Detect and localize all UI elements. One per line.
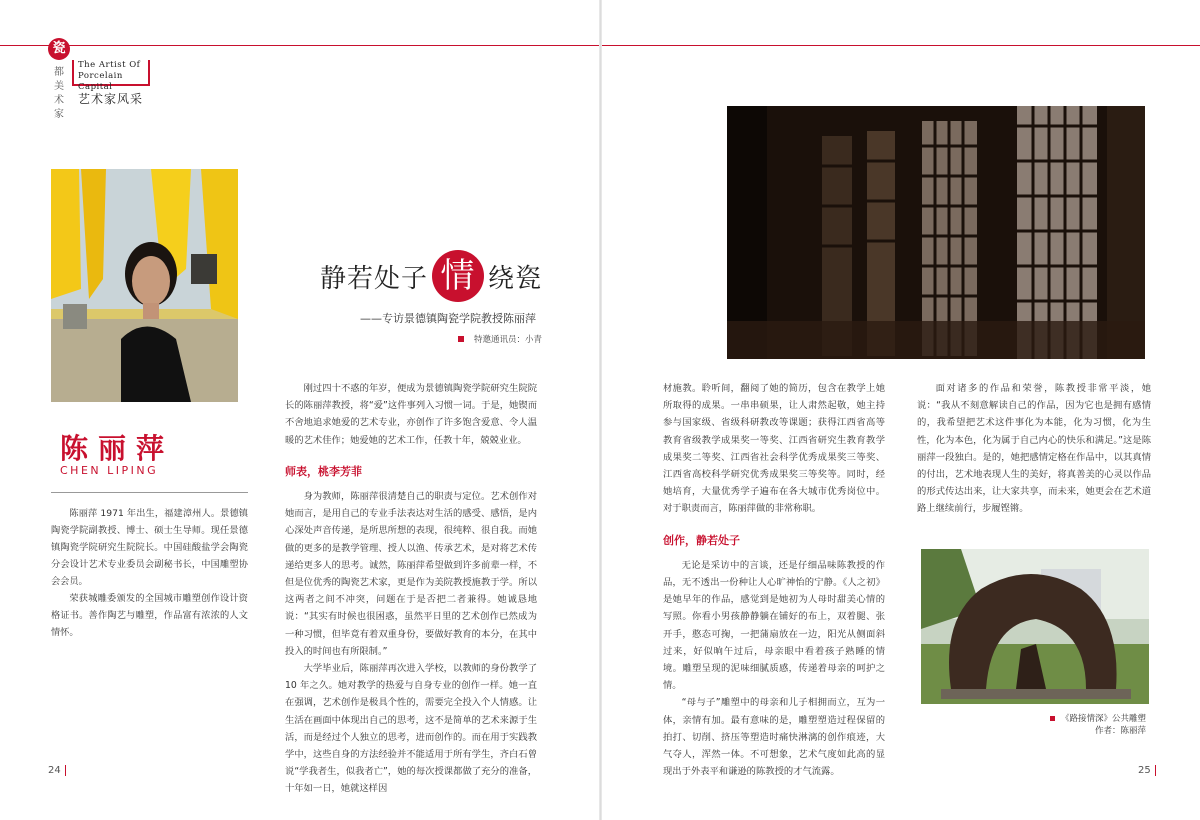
article-title (320, 250, 542, 302)
logo-char-4: 家 (54, 109, 64, 120)
page-fold (599, 0, 602, 820)
paragraph: “母与子”雕塑中的母亲和儿子相拥而立，互为一体，亲情有加。最有意味的是，雕塑塑造过程保留的拍打、切削、挤压等塑造时痛快淋漓的创作痕迹，大气夺人，浑然一体。不可想象，艺术气度如此高的显现出于外表平和谦逊的陈教授的才气流露。 (663, 697, 885, 778)
photo-caption (1050, 713, 1146, 737)
text-column-2 (663, 380, 885, 780)
bio-paragraph: 荣获城雕委颁发的全国城市雕塑创作设计资格证书。善作陶艺与雕塑，作品富有浓浓的人文情怀。 (51, 593, 248, 638)
paragraph: 材施教。聆听间，翻阅了她的简历，包含在教学上她所取得的成果。一串串硕果，让人肃然起敬，她主持参与国家级、省级科研教改等课题；获得江西省高等教育省级教学成果奖一等奖、江西省研究生教育教学成果奖二等奖、江西省社会科学优秀成果奖三等奖、江西省高校科学研究优秀成果奖三等奖等。同时，经她培育，大量优秀学子遍布在各大城市优秀岗位中。对于职责而言，陈丽萍做的非常称职。 (663, 383, 885, 515)
red-square-marker (458, 336, 464, 342)
wooden-lattice-doors-photo (727, 106, 1145, 359)
name-divider (51, 492, 248, 493)
title-highlight-char: 情 (432, 250, 484, 302)
page-number-left: 24 (48, 765, 66, 776)
logo-porcelain-seal: 瓷 (48, 38, 70, 60)
text-column-1 (285, 380, 537, 798)
sculpture-photo (921, 549, 1149, 704)
reporter-credit (458, 333, 542, 345)
paragraph: 面对诸多的作品和荣誉，陈教授非常平淡，她说：“我从不刻意解读自己的作品，因为它也是拥有感情的，我希望把艺术这件事化为本能，化为习惯，化为生性，化为本色，化为属于自己内心的快乐和满足。”这是陈丽萍一段独白。是的，她把感情定格在作品中，以其真情的付出，艺术地表现人生的美好，将真善美的心灵以作品的形式传达出来，让大家共享，而未来，她更会在艺术道路上继续前行，步履铿锵。 (917, 383, 1151, 515)
paragraph: 身为教师，陈丽萍很清楚自己的职责与定位。艺术创作对她而言，是用自己的专业手法表达对生活的感受、感悟，是内心深处声音传递，是所思所想的表现，很纯粹、很自我。而她做的更多的是教学管理、授人以渔、传承艺术，是对将艺术传递给更多人的思考。诚然，陈丽萍希望做到许多前辈一样，不但是位优秀的陶瓷艺术家，更是作为美院教授施教于学。所以这两者之间不冲突，问题在于是否把二者兼得。她诚恳地说：“其实有时候也很困惑，虽然平日里的艺术创作已然成为一种习惯，但毕竟有着双重身份，要做好教育的本分，在其中投入的时间也有所限制。” (285, 491, 537, 657)
reporter-text: 特邀通讯员：小青 (474, 335, 543, 345)
logo-vertical-text (52, 66, 66, 122)
title-part-2: 绕瓷 (488, 263, 543, 294)
caption-title: 《路接情深》公共雕塑 (1060, 714, 1146, 724)
paragraph: 大学毕业后，陈丽萍再次进入学校，以教师的身份教学了 10 年之久。她对教学的热爱与自身专业的创作一样。她一直在强调，艺术创作是极具个性的，需要完全投入个人情感。让生活在画面中体现出自己的思考，这不是简单的艺术来源于生活，而是经过个人独立的思考，进而创作的。而在用于实践教学中，这些自身的方法经验并不能适用于所有学生，齐白石曾说“学我者生，似我者亡”，她的每次授课都做了充分的准备，十年如一日，她就这样因 (285, 663, 537, 795)
artist-name-cn: 陈丽萍 (60, 432, 175, 465)
section-heading: 师表，桃李芳菲 (285, 464, 362, 478)
text-column-3 (917, 380, 1151, 518)
caption-author: 作者：陈丽萍 (1094, 726, 1146, 736)
section-title-en: The Artist Of Porcelain Capital (78, 60, 141, 92)
logo-char-2: 美 (54, 81, 64, 92)
red-square-marker (1050, 716, 1055, 721)
paragraph: 刚过四十不惑的年岁，便成为景德镇陶瓷学院研究生院院长的陈丽萍教授，将“爱”这件事列入习惯一词。于是，她锲而不舍地追求她爱的艺术专业，亦创作了许多饱含爱意、令人温暖的艺术佳作；她爱她的艺术工作，任教十年，兢兢业业。 (285, 383, 537, 446)
artist-name-en: CHEN LIPING (60, 464, 159, 477)
article-subtitle: ——专访景德镇陶瓷学院教授陈丽萍 (360, 312, 536, 325)
paragraph: 无论是采访中的言谈，还是仔细品味陈教授的作品，无不透出一份种让人心旷神怡的宁静。《人之初》是她早年的作品，感觉到是她初为人母时甜美心情的写照。你看小男孩静静躺在铺好的布上，双着腿、张开手，憨态可掬，一把蒲扇放在一边，阳光从侧面斜过来，好似晌午过后，母亲眼中看着孩子熟睡的情境。雕塑呈现的泥味细腻质感，传递着母亲的呵护之情。 (663, 559, 885, 692)
artist-portrait (51, 169, 238, 402)
title-part-1: 静若处子 (320, 263, 429, 294)
bio-paragraph: 陈丽萍 1971 年出生，福建漳州人。景德镇陶瓷学院副教授、博士、硕士生导师。现任景德镇陶瓷学院研究生院院长。中国硅酸盐学会陶瓷分会设计艺术专业委员会副秘书长，中国雕塑协会会员。 (51, 508, 248, 587)
page-number-right: 25 (1138, 765, 1156, 776)
section-title-cn: 艺术家风采 (78, 92, 144, 106)
logo-char-3: 术 (54, 95, 64, 106)
artist-bio (51, 505, 248, 641)
logo-char-1: 都 (54, 67, 64, 78)
section-heading: 创作，静若处子 (663, 533, 740, 547)
